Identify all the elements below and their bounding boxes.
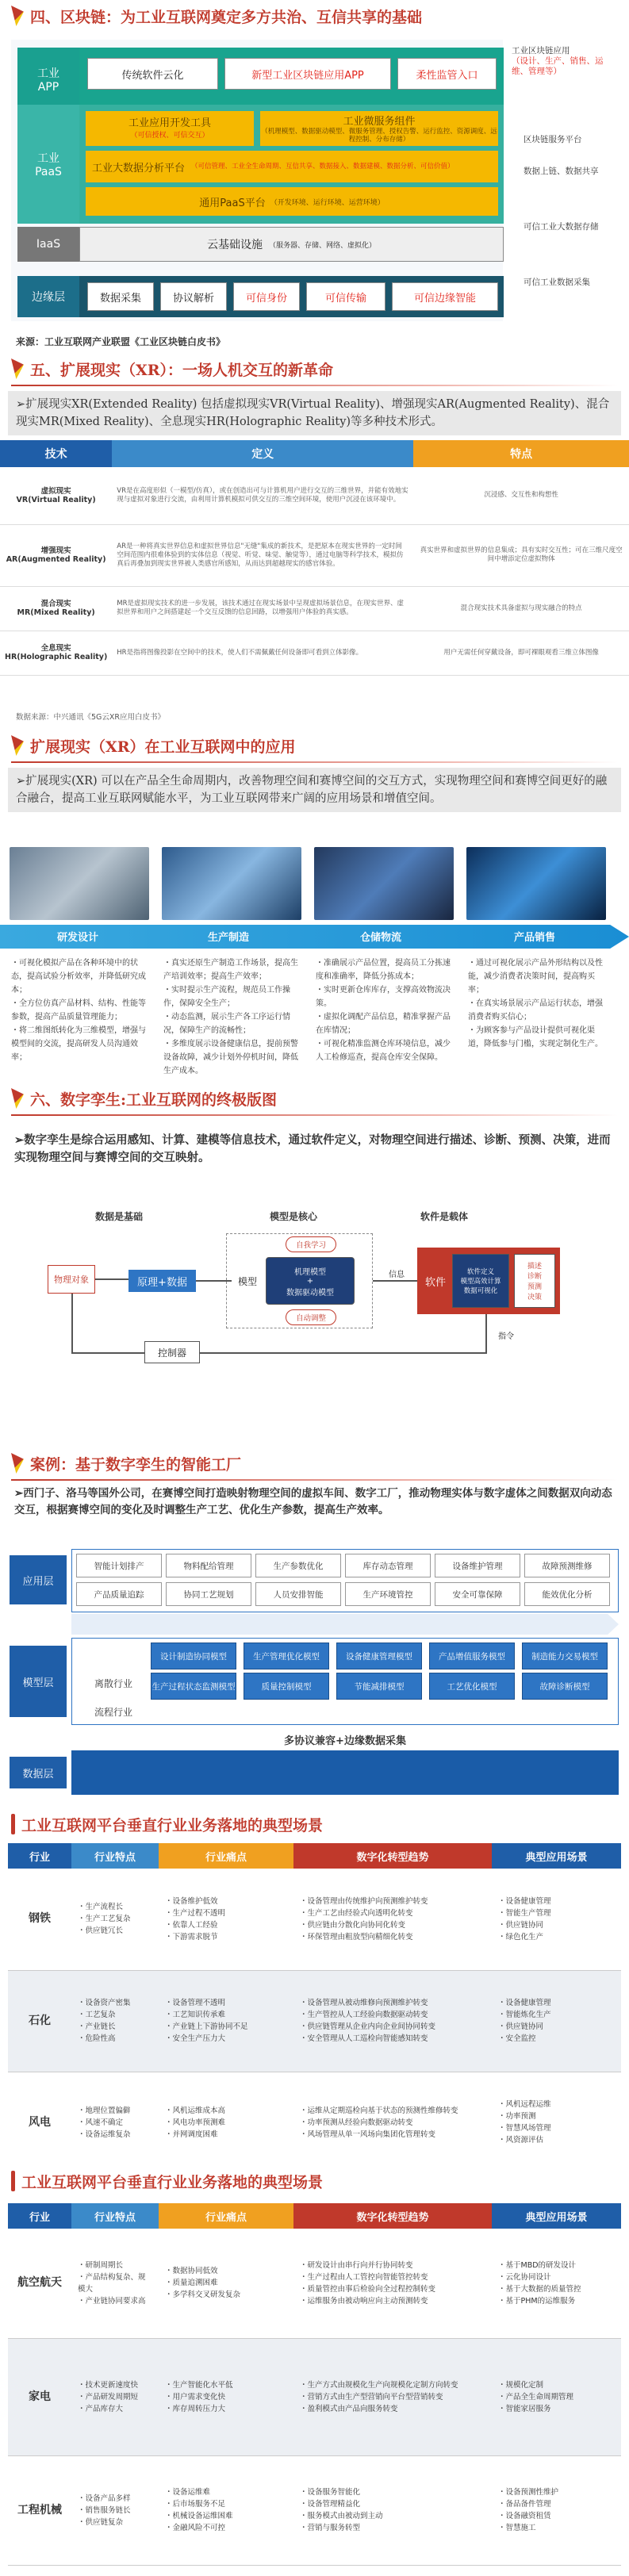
controller: 控制器: [144, 1341, 200, 1363]
app-flex-regulation: 柔性监管入口: [397, 58, 497, 90]
mechanism-data-model: 机理模型 + 数据驱动模型: [266, 1257, 355, 1305]
app-item: 故障预测维修: [524, 1554, 610, 1577]
arrow: [95, 1278, 128, 1280]
process-label: 流程行业: [86, 1703, 141, 1720]
paas-dev-tools: 工业应用开发工具 （可信授权、可信交互）: [86, 111, 254, 146]
stage-sales: 产品销售: [514, 932, 556, 944]
paas-common: 通用PaaS平台 （开发环境、运行环境、运营环境）: [86, 187, 498, 216]
model-item: 产品增值服务模型: [429, 1643, 515, 1669]
instruction-label: 指令: [498, 1332, 514, 1341]
arrow: [200, 1352, 485, 1354]
iaas-cloud: 云基础设施 （服务器、存储、网络、虚拟化）: [79, 227, 504, 262]
table-row: 混合现实 MR(Mixed Reality) MR是虚拟现实技术的进一步发展，该技术通过在现实场景中呈现虚拟场景信息，在现实世界、虚拟世界和用户之间搭建起一个交互反馈的信息回路，以增强用户体验的真实感。 混合现实技术具备虚拟与现实融合的特点: [0, 586, 629, 631]
model-item: 工艺优化模型: [429, 1673, 515, 1700]
logistics-points: ・准确展示产品位置，提高员工分拣速度和准确率，降低分拣成本； ・实时更新仓库库存，支撑高效物流决策。 ・虚拟化调配产品信息，精准掌握产品在库情况； ・可视化精准监测仓库环境信息，减少人工检修巡查，提高仓库安全保障。: [316, 959, 451, 1062]
image-manufacturing: [162, 847, 301, 920]
blockchain-section: [0, 0, 629, 353]
model-item: 设计制造协同模型: [151, 1643, 236, 1669]
industry-table-1: 行业 行业特点 行业痛点 数字化转型趋势 典型应用场景 钢铁 ・生产流程长 ・生产工艺复杂 ・供应链冗长 ・设备维护低效 ・生产过程不透明 ・依靠人工经验 ・下游需求脱节 ・设备管理由传统维护向预测维护转变 ・生产工艺由经验式向透明化转变 ・供应链由分散化向协同化转变 ・环保管理由粗放型向精细化转变 ・设备健康管理 ・智能生产管理 ・供应链协同 ・绿色化生产 石化 ・设备资产密集 ・工艺复杂 ・产业链长 ・危险性高 ・设备管理不透明 ・工艺知识传承难 ・产业链上下游协同不足 ・安全生产压力大 ・设备管理从被动维修向预测维护转变 ・生产管控从人工经验向数据驱动转变 ・供应链管理从企业内向企业间协同转变 ・安全管理从人工巡检向智能感知转变 ・设备健康管理 ・智能炼化生产 ・供应链协同 ・安全监控 风电 ・地理位置偏僻 ・风速不确定 ・设备运维复杂 ・风机运维成本高 ・风电功率预测难 ・并网调度困难 ・运维从定期巡检向基于状态的预测性维修转变 ・功率预测从经验向数据驱动转变 ・风场管理从单一风场向集团化管理转变 ・风机远程运维 ・功率预测 ・智慧风场管理 ・风资源评估: [8, 1843, 621, 2165]
app-item: 产品质量追踪: [76, 1582, 162, 1606]
self-learning: 自我学习: [286, 1236, 336, 1252]
table-row: 工程机械 ・设备产品多样 ・销售服务链长 ・供应链复杂 ・设备运维难 ・后市场服务不足 ・机械设备运维困难 ・金融风险不可控 ・设备服务智能化 ・设备管理精益化 ・服务模式由被动到主动 ・营销与服务转型 ・设备预测性维护 ・备品备件管理 ・设备融资租赁 ・智慧施工: [8, 2455, 621, 2565]
flag-icon: [11, 1088, 24, 1109]
info-label: 信息: [389, 1270, 405, 1279]
source: 数据来源：中兴通讯《5G云XR应用白皮书》: [16, 713, 166, 722]
side-trusted-storage: 可信工业大数据存储: [524, 222, 599, 232]
stage-arrow: [71, 1614, 619, 1635]
model: 模型: [237, 1275, 257, 1287]
table-row: 虚拟现实 VR(Virtual Reality) VR是在高度形似（一模型/仿真），或在创造出可与计算机用户进行交互的三维世界，并能有效地实现与虚拟对象进行交流，由利用计算机模拟可供交互的三维空间环境，使用户沉浸在该环境中。 沉浸感、交互性和构想性: [0, 467, 629, 524]
app-item: 生产环境管控: [345, 1582, 431, 1606]
table-row: 航空航天 ・研制周期长 ・产品结构复杂、规模大 ・产业链协同要求高 ・数据协同低效 ・质量追溯困难 ・多学科交叉研发复杂 ・研发设计由串行向并行协同转变 ・生产过程由人工管控向智能管控转变 ・质量管控由事后检验向全过程控制转变 ・运维服务由被动响应向主动预测转变 ・基于MBD的研发设计 ・云化协同设计 ・基于大数据的质量管控 ・基于PHM的运维服务: [8, 2229, 621, 2338]
software-items: 软件定义 模型高效计算 数据可视化: [452, 1254, 509, 1308]
table-row: 全息现实 HR(Holographic Reality) HR是指将图像投影在空间中的技术，使人们不需佩戴任何设备即可看到立体影像。 用户无需任何穿戴设备，即可裸眼观看三维立体图像: [0, 631, 629, 675]
section-title: 四、区块链：为工业互联网奠定多方共治、互信共享的基础: [0, 0, 629, 32]
side-bc-service: 区块链服务平台: [524, 135, 582, 144]
stage-design: 研发设计: [57, 932, 99, 944]
app-item: 设备维护管理: [435, 1554, 520, 1577]
table-row: 钢铁 ・生产流程长 ・生产工艺复杂 ・供应链冗长 ・设备维护低效 ・生产过程不透明 ・依靠人工经验 ・下游需求脱节 ・设备管理由传统维护向预测维护转变 ・生产工艺由经验式向透明化转变 ・供应链由分散化向协同化转变 ・环保管理由粗放型向精细化转变 ・设备健康管理 ・智能生产管理 ・供应链协同 ・绿色化生产: [8, 1869, 621, 1970]
digital-twin-diagram: 数据是基础 模型是核心 软件是载体 物理对象 原理+数据 模型 机理模型 + 数据驱动模型 自我学习 自动调整 信息 软件 软件定义 模型高效计算 数据可视化 描述 诊断 预测 决策 控制器 指令: [0, 1202, 629, 1392]
stage-logistics: 仓储物流: [360, 932, 402, 944]
stage-manufacturing: 生产制造: [208, 932, 250, 944]
flag-icon: [11, 6, 24, 26]
table-row: 风电 ・地理位置偏僻 ・风速不确定 ・设备运维复杂 ・风机运维成本高 ・风电功率预测难 ・并网调度困难 ・运维从定期巡检向基于状态的预测性维修转变 ・功率预测从经验向数据驱动转变 ・风场管理从单一风场向集团化管理转变 ・风机远程运维 ・功率预测 ・智慧风场管理 ・风资源评估: [8, 2072, 621, 2165]
xr-section: 五、扩展现实（XR）：一场人机交互的新革命 ➢扩展现实XR(Extended Reality) 包括虚拟现实VR(Virtual Reality)、增强现实AR(Augmented Reality)、混合现实MR(Mixed Reality)、全息现实HR(Holographic Reality)等多种技术形式。 技术 定义 特点 虚拟现实 VR(Virtual Reality) VR是在高度形似（一模型/仿真），或在创造出可与计算机用户进行交互的三维世界，并能有效地实现与虚拟对象进行交流，由利用计算机模拟可供交互的三维空间环境，使用户沉浸在该环境中。 沉浸感、交互性和构想性 增强现实 AR(Augmented Reality) AR是一种将真实世界信息和虚拟世界信息"无缝"集成的新技术，是把原本在现实世界的一定时间空间范围内很难体验到的实体信息（视觉、听觉、味觉、触觉等），通过电脑等科学技术，模拟仿真后再叠加到现实世界被人类感官所感知，从而达到超越现实的感官体验。 真实世界和虚拟世界的信息集成；具有实时交互性；可在三维尺度空间中增添定位虚拟物体 混合现实 MR(Mixed Reality) MR是虚拟现实技术的进一步发展，该技术通过在现实场景中呈现虚拟场景信息，在现实世界、虚拟世界和用户之间搭建起一个交互反馈的信息回路，以增强用户体验的真实感。 混合现实技术具备虚拟与现实融合的特点 全息现实 HR(Holographic Reality) HR是指将图像投影在空间中的技术，使人们不需佩戴任何设备即可看到立体影像。 用户无需任何穿戴设备，即可裸眼观看三维立体图像 数据来源：中兴通讯《5G云XR应用白皮书》: [0, 353, 629, 730]
digital-twin-intro: ➢数字孪生是综合运用感知、计算、建模等信息技术，通过软件定义，对物理空间进行描述、诊断、预测、决策，进而实现物理空间与赛博空间的交互映射。: [14, 1133, 611, 1164]
factory-diagram: [0, 1543, 629, 1804]
app-item: 人员安排智能: [255, 1582, 341, 1606]
edge-trusted-intel: 可信边缘智能: [392, 282, 498, 311]
image-sales: [466, 847, 606, 920]
smart-factory-section: 案例：基于数字孪生的智能工厂 ➢西门子、洛马等国外公司，在赛博空间打造映射物理空间的虚拟车间、数字工厂，推动物理实体与数字虚体之间数据双向动态交互，根据赛博空间的变化及时调整生产工艺、优化生产参数，提高生产效率。 应用层 模型层 数据层 智能计划排产 物料配给管理 生产参数优化 库存动态管理 设备维护管理 故障预测维修 产品质量追踪 协同工艺规划 人员安排智能 生产环境管控 安全可靠保障 能效优化分析 设计制造协同模型 生产管理优化模型 设备健康管理模型 产品增值服务模型 制造能力交易模型 生产过程状态监测模型 质量控制模型 节能减排模型 工艺优化模型 故障诊断模型 离散行业 流程行业 多协议兼容+边缘数据采集: [0, 1447, 629, 1808]
paas-microservice: 工业微服务组件 （机理模型、数据驱动模型、微服务管理、授权告警、运行监控、资源调度、远程控制、分布存储）: [260, 111, 498, 146]
layer-iaas: IaaS: [17, 227, 79, 262]
xr-intro: ➢扩展现实XR(Extended Reality) 包括虚拟现实VR(Virtual Reality)、增强现实AR(Augmented Reality)、混合现实MR(Mixed Reality)、全息现实HR(Holographic Reality)等多种技术形式。: [8, 391, 621, 435]
flag-icon: [11, 735, 24, 756]
manufacturing-points: ・真实还原生产制造工作场景，提高生产培训效率；提高生产效率； ・实时提示生产流程，规范员工作操作，保障安全生产； ・动态监测，展示生产各工序运行情况，保障生产的流畅性； ・多维度展示设备健康信息，提前预警设备故障，减少计划外停机时间，降低生产成本。: [163, 959, 298, 1075]
discrete-label: 离散行业: [86, 1674, 141, 1692]
layer-app: 工业 APP: [17, 48, 79, 111]
xr-app-section: 扩展现实（XR）在工业互联网中的应用 ➢扩展现实(XR) 可以在产品全生命周期内，改善物理空间和赛博空间的交互方式，实现物理空间和赛博空间更好的融合融合，提高工业互联网赋能水平，为工业互联网带来广阔的应用场景和增值空间。 研发设计 生产制造 仓储物流 产品销售 ・可视化模拟产品在各种环境中的状态，提高试验分析效率，并降低研究成本； ・全方位仿真产品材料、结构、性能等参数，提高产品质量管理能力； ・将二维图纸转化为三维模型，增强与模型间的交流，提高研发人员沟通效率； ・真实还原生产制造工作场景，提高生产培训效率；提高生产效率； ・实时提示生产流程，规范员工作操作，保障安全生产； ・动态监测，展示生产各工序运行情况，保障生产的流畅性； ・多维度展示设备健康信息，提前预警设备故障，减少计划外停机时间，降低生产成本。 ・准确展示产品位置，提高员工分拣速度和准确率，降低分拣成本； ・实时更新仓库库存，支撑高效物流决策。 ・虚拟化调配产品信息，精准掌握产品在库情况； ・可视化精准监测仓库环境信息，减少人工检修巡查，提高仓库安全保障。 ・通过可视化展示产品外形结构以及性能，减少消费者决策时间，提高购买率； ・在真实场景展示产品运行状态，增强消费者购买信心； ・为顾客参与产品设计提供可视化渠道，降低参与门槛，实现定制化生产。: [0, 730, 629, 1083]
protocol-bar: 多协议兼容+边缘数据采集: [71, 1730, 619, 1749]
model-item: 节能减排模型: [336, 1673, 422, 1700]
app-item: 库存动态管理: [345, 1554, 431, 1577]
side-data-chain: 数据上链、数据共享: [524, 167, 599, 176]
factory-intro: ➢西门子、洛马等国外公司，在赛博空间打造映射物理空间的虚拟车间、数字工厂，推动物理实体与数字虚体之间数据双向动态交互，根据赛博空间的变化及时调整生产工艺、优化生产参数，提高生产效率。: [14, 1487, 612, 1516]
app-item: 安全可靠保障: [435, 1582, 520, 1606]
flag-icon: [11, 1453, 24, 1474]
flag-icon: [11, 358, 24, 379]
edge-trusted-id: 可信身份: [233, 282, 300, 311]
model-item: 质量控制模型: [244, 1673, 329, 1700]
table-row: 石化 ・设备资产密集 ・工艺复杂 ・产业链长 ・危险性高 ・设备管理不透明 ・工艺知识传承难 ・产业链上下游协同不足 ・安全生产压力大 ・设备管理从被动维修向预测维护转变 ・生产管控从人工经验向数据驱动转变 ・供应链管理从企业内向企业间协同转变 ・安全管理从人工巡检向智能感知转变 ・设备健康管理 ・智能炼化生产 ・供应链协同 ・安全监控: [8, 1970, 621, 2072]
side-trusted-collect: 可信工业数据采集: [524, 278, 590, 287]
model-item: 制造能力交易模型: [522, 1643, 608, 1669]
app-blockchain-app: 新型工业区块链应用APP: [224, 58, 391, 90]
layer-paas: 工业 PaaS: [17, 105, 79, 224]
app-legacy-cloud: 传统软件云化: [87, 58, 218, 90]
principle-data: 原理+数据: [128, 1270, 196, 1292]
paas-bigdata: 工业大数据分析平台 （可信管理、工业全生命周期、互信共享、数据接入、数据建模、数据分析、可信价值）: [86, 151, 498, 182]
vertical-table-section-2: 工业互联网平台垂直行业业务落地的典型场景 行业 行业特点 行业痛点 数字化转型趋势 典型应用场景 航空航天 ・研制周期长 ・产品结构复杂、规模大 ・产业链协同要求高 ・数据协同低效 ・质量追溯困难 ・多学科交叉研发复杂 ・研发设计由串行向并行协同转变 ・生产过程由人工管控向智能管控转变 ・质量管控由事后检验向全过程控制转变 ・运维服务由被动响应向主动预测转变 ・基于MBD的研发设计 ・云化协同设计 ・基于大数据的质量管控 ・基于PHM的运维服务 家电 ・技术更新速度快 ・产品研发周期短 ・产品库存大 ・生产智能化水平低 ・用户需求变化快 ・库存周转压力大 ・生产方式由规模化生产向规模化定制方向转变 ・营销方式由生产型营销向平台型营销转变 ・盈利模式由产品向服务转变 ・规模化定制 ・产品全生命周期管理 ・智能家居服务 工程机械 ・设备产品多样 ・销售服务链长 ・供应链复杂 ・设备运维难 ・后市场服务不足 ・机械设备运维困难 ・金融风险不可控 ・设备服务智能化 ・设备管理精益化 ・服务模式由被动到主动 ・营销与服务转型 ・设备预测性维护 ・备品备件管理 ・设备融资租赁 ・智慧施工: [0, 2165, 629, 2576]
edge-data-collect: 数据采集: [87, 282, 154, 311]
decision-items: 描述 诊断 预测 决策: [514, 1254, 555, 1308]
industry-table-2: 行业 行业特点 行业痛点 数字化转型趋势 典型应用场景 航空航天 ・研制周期长 ・产品结构复杂、规模大 ・产业链协同要求高 ・数据协同低效 ・质量追溯困难 ・多学科交叉研发复杂 ・研发设计由串行向并行协同转变 ・生产过程由人工管控向智能管控转变 ・质量管控由事后检验向全过程控制转变 ・运维服务由被动响应向主动预测转变 ・基于MBD的研发设计 ・云化协同设计 ・基于大数据的质量管控 ・基于PHM的运维服务 家电 ・技术更新速度快 ・产品研发周期短 ・产品库存大 ・生产智能化水平低 ・用户需求变化快 ・库存周转压力大 ・生产方式由规模化生产向规模化定制方向转变 ・营销方式由生产型营销向平台型营销转变 ・盈利模式由产品向服务转变 ・规模化定制 ・产品全生命周期管理 ・智能家居服务 工程机械 ・设备产品多样 ・销售服务链长 ・供应链复杂 ・设备运维难 ・后市场服务不足 ・机械设备运维困难 ・金融风险不可控 ・设备服务智能化 ・设备管理精益化 ・服务模式由被动到主动 ・营销与服务转型 ・设备预测性维护 ・备品备件管理 ・设备融资租赁 ・智慧施工: [8, 2203, 621, 2566]
table-row: 家电 ・技术更新速度快 ・产品研发周期短 ・产品库存大 ・生产智能化水平低 ・用户需求变化快 ・库存周转压力大 ・生产方式由规模化生产向规模化定制方向转变 ・营销方式由生产型营销向平台型营销转变 ・盈利模式由产品向服务转变 ・规模化定制 ・产品全生命周期管理 ・智能家居服务: [8, 2338, 621, 2455]
edge-protocol: 协议解析: [160, 282, 227, 311]
design-points: ・可视化模拟产品在各种环境中的状态，提高试验分析效率，并降低研究成本； ・全方位仿真产品材料、结构、性能等参数，提高产品质量管理能力； ・将二维图纸转化为三维模型，增强与模型间的交流，提高研发人员沟通效率；: [11, 959, 146, 1062]
xr-app-intro: ➢扩展现实(XR) 可以在产品全生命周期内，改善物理空间和赛博空间的交互方式，实现物理空间和赛博空间更好的融合融合，提高工业互联网赋能水平，为工业互联网带来广阔的应用场景和增值空间。: [8, 768, 621, 812]
app-item: 物料配给管理: [166, 1554, 251, 1577]
model-item: 故障诊断模型: [522, 1673, 608, 1700]
sales-points: ・通过可视化展示产品外形结构以及性能，减少消费者决策时间，提高购买率； ・在真实场景展示产品运行状态，增强消费者购买信心； ・为顾客参与产品设计提供可视化渠道，降低参与门槛，实现定制化生产。: [468, 959, 603, 1048]
app-item: 协同工艺规划: [166, 1582, 251, 1606]
arrow: [373, 1280, 417, 1282]
model-item: 设备健康管理模型: [336, 1643, 422, 1669]
arrow: [196, 1280, 232, 1282]
source: 来源：工业互联网产业联盟《工业区块链白皮书》: [16, 336, 226, 347]
image-logistics: [314, 847, 454, 920]
app-item: 生产参数优化: [255, 1554, 341, 1577]
app-item: 智能计划排产: [76, 1554, 162, 1577]
layer-edge: 边缘层: [17, 276, 79, 317]
model-item: 生产过程状态监测模型: [151, 1673, 236, 1700]
app-item: 能效优化分析: [524, 1582, 610, 1606]
model-item: 生产管理优化模型: [244, 1643, 329, 1669]
physical-object: 物理对象: [48, 1265, 95, 1294]
label-model-layer: 模型层: [10, 1646, 67, 1717]
auto-adjust: 自动调整: [286, 1309, 336, 1325]
table-row: 增强现实 AR(Augmented Reality) AR是一种将真实世界信息和虚拟世界信息"无缝"集成的新技术，是把原本在现实世界的一定时间空间范围内很难体验到的实体信息（视觉、听觉、味觉、触觉等），通过电脑等科学技术，模拟仿真后再叠加到现实世界被人类感官所感知，从而达到超越现实的感官体验。 真实世界和虚拟世界的信息集成；具有实时交互性；可在三维尺度空间中增添定位虚拟物体: [0, 524, 629, 586]
digital-twin-section: 六、数字孪生:工业互联网的终极版图 ➢数字孪生是综合运用感知、计算、建模等信息技术，通过软件定义，对物理空间进行描述、诊断、预测、决策，进而实现物理空间与赛博空间的交互映射。 数据是基础 模型是核心 软件是载体 物理对象 原理+数据 模型 机理模型 + 数据驱动模型 自我学习 自动调整 信息 软件 软件定义 模型高效计算 数据可视化 描述 诊断 预测 决策 控制器 指令: [0, 1083, 629, 1447]
software: 软件: [424, 1276, 446, 1289]
side-blockchain-app: 工业区块链应用 （设计、生产、销售、运维、管理等）: [512, 46, 604, 76]
edge-trusted-trans: 可信传输: [306, 282, 385, 311]
xr-table: 技术 定义 特点 虚拟现实 VR(Virtual Reality) VR是在高度形似（一模型/仿真），或在创造出可与计算机用户进行交互的三维世界，并能有效地实现与虚拟对象进行交流，由利用计算机模拟可供交互的三维空间环境，使用户沉浸在该环境中。 沉浸感、交互性和构想性 增强现实 AR(Augmented Reality) AR是一种将真实世界信息和虚拟世界信息"无缝"集成的新技术，是把原本在现实世界的一定时间空间范围内很难体验到的实体信息（视觉、听觉、味觉、触觉等），通过电脑等科学技术，模拟仿真后再叠加到现实世界被人类感官所感知，从而达到超越现实的感官体验。 真实世界和虚拟世界的信息集成；具有实时交互性；可在三维尺度空间中增添定位虚拟物体 混合现实 MR(Mixed Reality) MR是虚拟现实技术的进一步发展，该技术通过在现实场景中呈现虚拟场景信息，在现实世界、虚拟世界和用户之间搭建起一个交互反馈的信息回路，以增强用户体验的真实感。 混合现实技术具备虚拟与现实融合的特点 全息现实 HR(Holographic Reality) HR是指将图像投影在空间中的技术，使人们不需佩戴任何设备即可看到立体影像。 用户无需任何穿戴设备，即可裸眼观看三维立体图像: [0, 440, 629, 676]
label-data-layer: 数据层: [10, 1757, 67, 1788]
image-design: [10, 847, 149, 920]
label-app-layer: 应用层: [10, 1555, 67, 1604]
vertical-table-section-1: 工业互联网平台垂直行业业务落地的典型场景 行业 行业特点 行业痛点 数字化转型趋势 典型应用场景 钢铁 ・生产流程长 ・生产工艺复杂 ・供应链冗长 ・设备维护低效 ・生产过程不透明 ・依靠人工经验 ・下游需求脱节 ・设备管理由传统维护向预测维护转变 ・生产工艺由经验式向透明化转变 ・供应链由分散化向协同化转变 ・环保管理由粗放型向精细化转变 ・设备健康管理 ・智能生产管理 ・供应链协同 ・绿色化生产 石化 ・设备资产密集 ・工艺复杂 ・产业链长 ・危险性高 ・设备管理不透明 ・工艺知识传承难 ・产业链上下游协同不足 ・安全生产压力大 ・设备管理从被动维修向预测维护转变 ・生产管控从人工经验向数据驱动转变 ・供应链管理从企业内向企业间协同转变 ・安全管理从人工巡检向智能感知转变 ・设备健康管理 ・智能炼化生产 ・供应链协同 ・安全监控 风电 ・地理位置偏僻 ・风速不确定 ・设备运维复杂 ・风机运维成本高 ・风电功率预测难 ・并网调度困难 ・运维从定期巡检向基于状态的预测性维修转变 ・功率预测从经验向数据驱动转变 ・风场管理从单一风场向集团化管理转变 ・风机远程运维 ・功率预测 ・智慧风场管理 ・风资源评估: [0, 1808, 629, 2165]
